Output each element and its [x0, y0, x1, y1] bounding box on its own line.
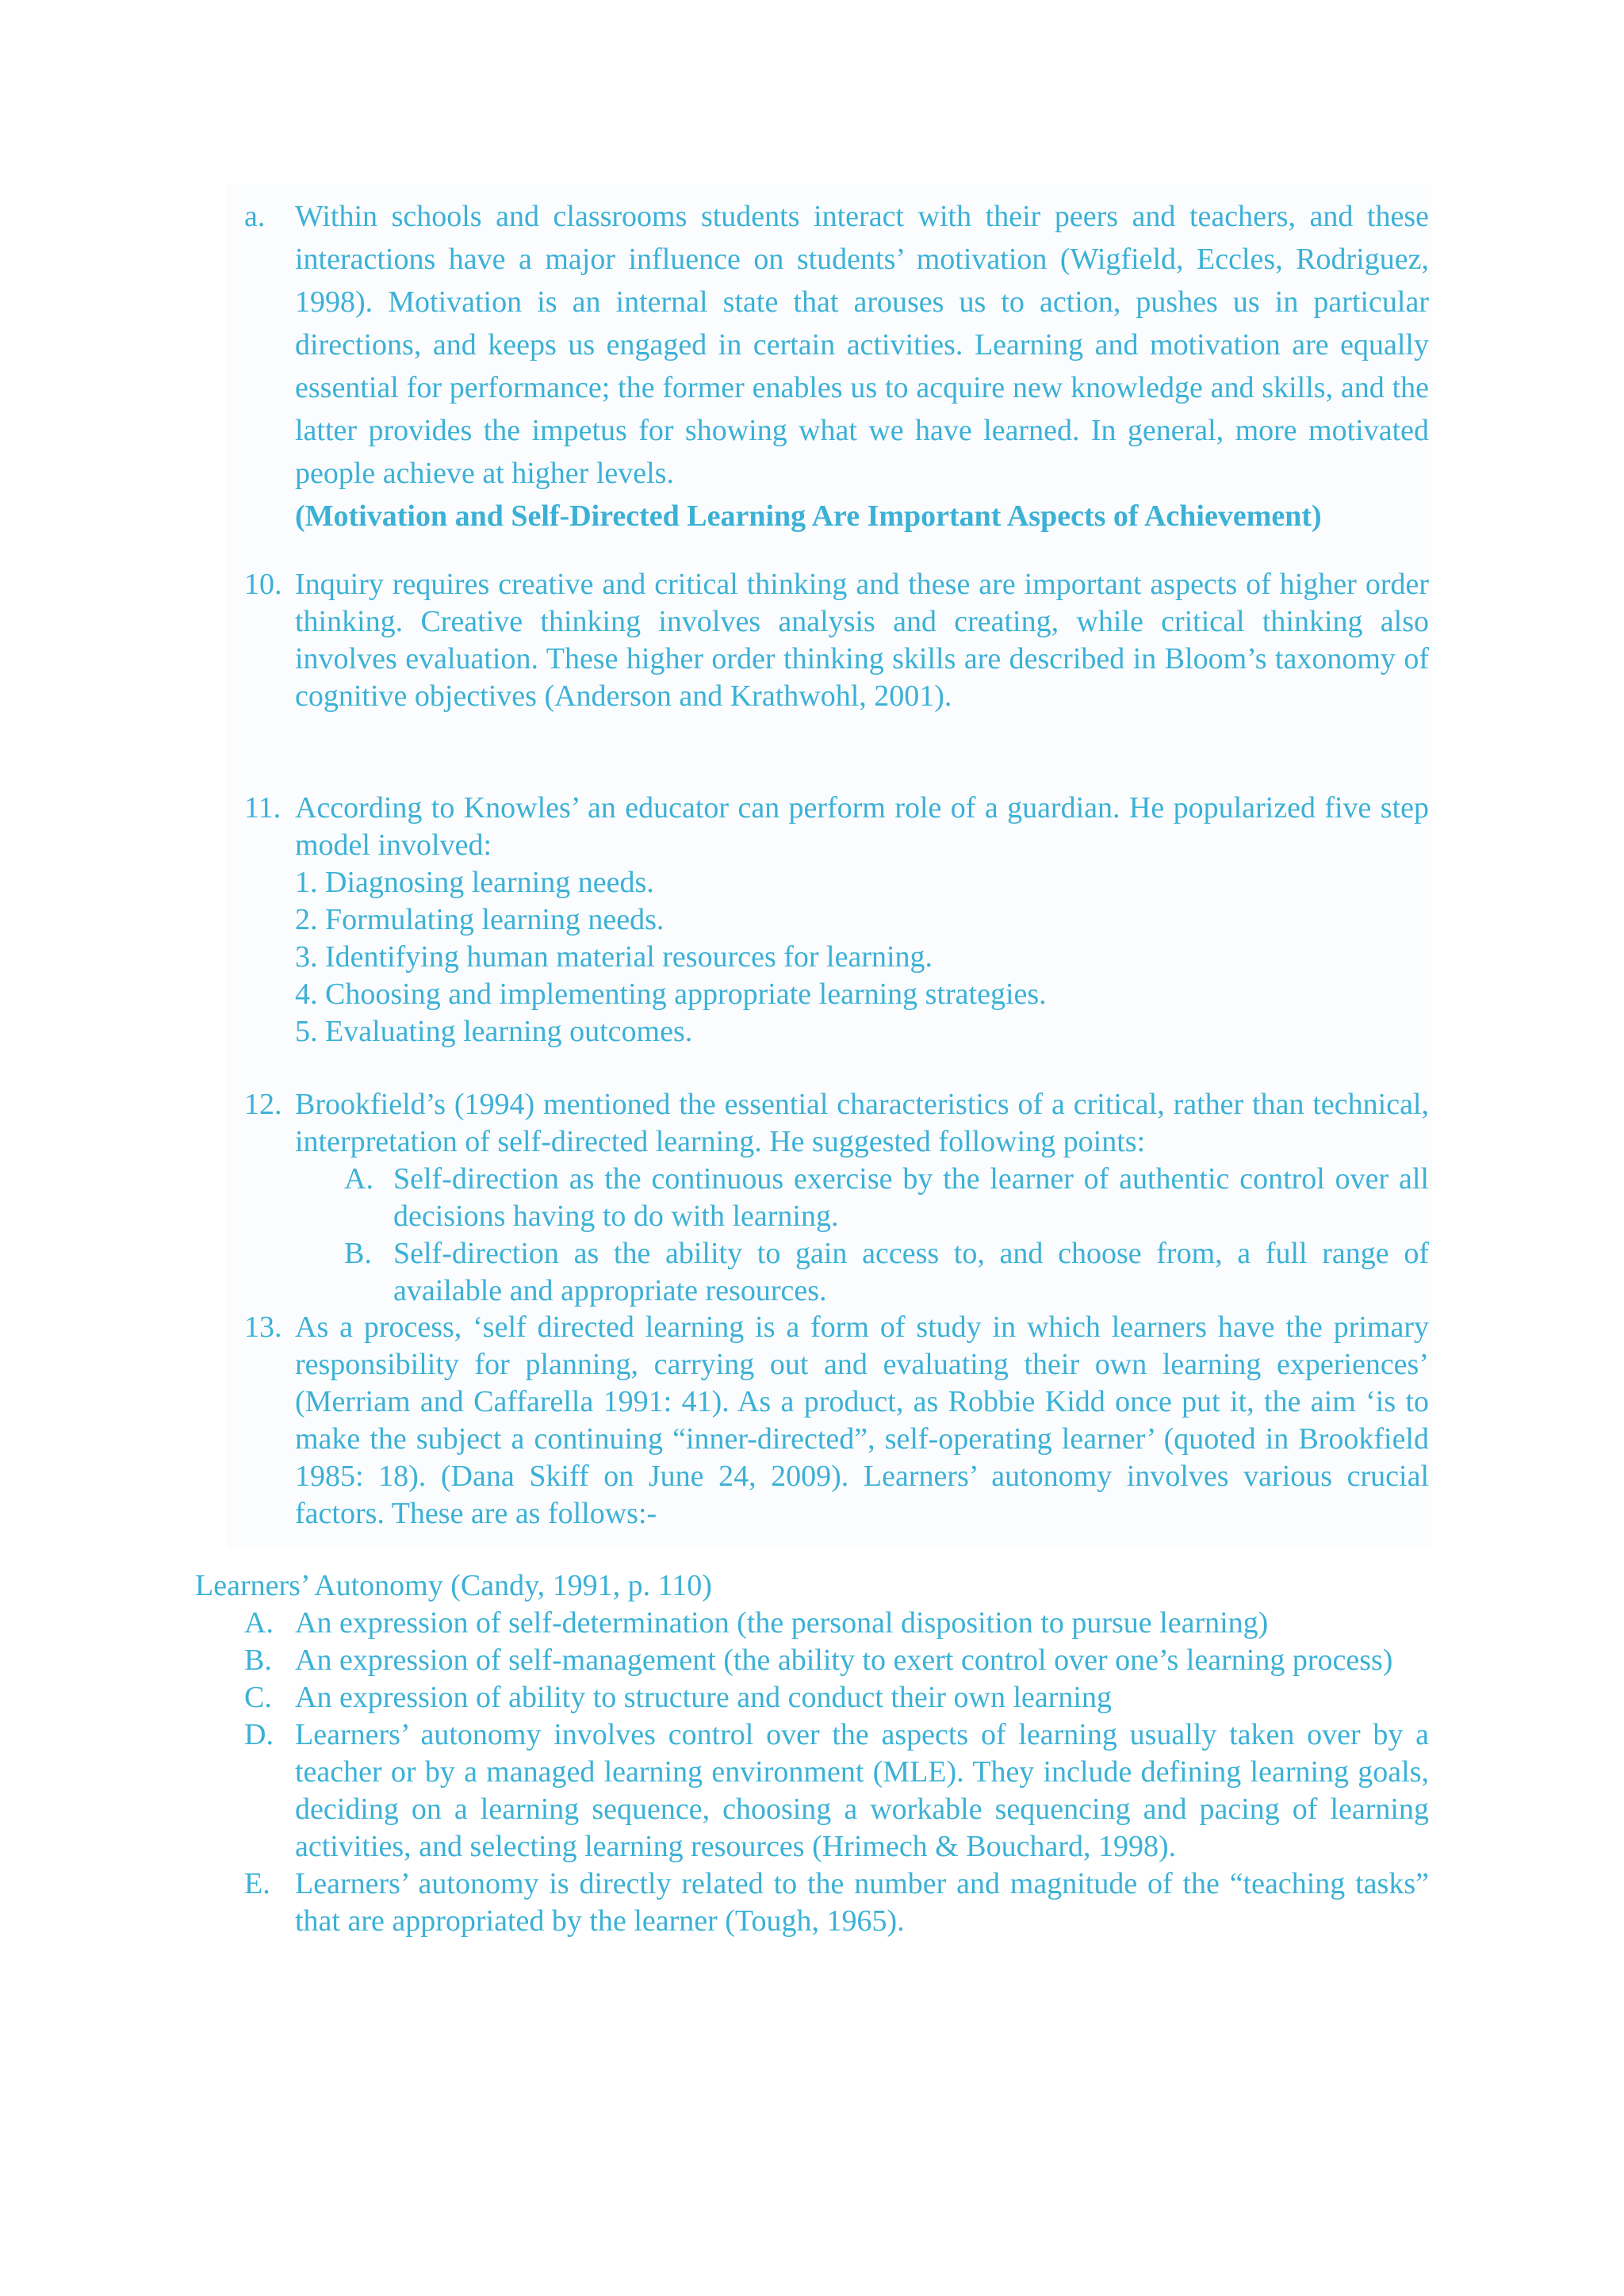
point-letter: A. [344, 1162, 373, 1196]
autonomy-letter: B. [244, 1644, 272, 1677]
bold-note: (Motivation and Self-Directed Learning Are Important Aspects of Achievement) [295, 499, 1322, 533]
autonomy-text: An expression of self-determination (the personal disposition to pursue learning) [295, 1606, 1269, 1640]
autonomy-item [244, 1642, 1429, 1679]
paragraph-self-directed: As a process, ‘self directed learning is a form of study in which learners have the primary responsibility for planning, carrying out and evaluating their own learning experiences’ (Merriam and Caffarella 1991: 41). As a product, as Robbie Kidd once put it, the aim ‘is to make the subject a continuing “inner-directed”, self-operating learner’ (quoted in Brookfield 1985: 18). (Dana Skiff on June 24, 2009). Learners’ autonomy involves various crucial factors. These are as follows:- [295, 1311, 1429, 1530]
autonomy-item [244, 1679, 1429, 1716]
autonomy-text: Learners’ autonomy is directly related to the number and magnitude of the “teaching tasks” that are appropriated by the learner (Tough, 1965). [295, 1867, 1429, 1938]
list-item-11 [244, 790, 1429, 1050]
list-marker: 10. [244, 568, 282, 601]
step-item: 4. Choosing and implementing appropriate learning strategies. [295, 978, 1047, 1011]
autonomy-letter: E. [244, 1867, 270, 1900]
point-text: Self-direction as the ability to gain access to, and choose from, a full range of available and appropriate resources. [393, 1237, 1429, 1307]
step-item: 1. Diagnosing learning needs. [295, 866, 654, 899]
autonomy-letter: A. [244, 1606, 274, 1640]
autonomy-letter: D. [244, 1718, 274, 1751]
autonomy-text: An expression of ability to structure and conduct their own learning [295, 1681, 1112, 1714]
step-item: 5. Evaluating learning outcomes. [295, 1015, 693, 1048]
autonomy-letter: C. [244, 1681, 272, 1714]
list-marker: 12. [244, 1088, 282, 1121]
list-item-12 [244, 1086, 1429, 1310]
point-letter: B. [344, 1237, 372, 1270]
autonomy-list [244, 1605, 1429, 1940]
list-item-13 [244, 1309, 1429, 1533]
point-item [344, 1235, 1429, 1310]
autonomy-item [244, 1605, 1429, 1642]
autonomy-item [244, 1716, 1429, 1866]
brookfield-points [344, 1161, 1429, 1310]
list-marker: 13. [244, 1311, 282, 1344]
step-item: 3. Identifying human material resources for learning. [295, 940, 933, 974]
paragraph-knowles: According to Knowles’ an educator can perform role of a guardian. He popularized five step model involved: [295, 791, 1429, 862]
autonomy-text: An expression of self-management (the ability to exert control over one’s learning process) [295, 1644, 1393, 1677]
list-item-a [244, 195, 1429, 538]
point-text: Self-direction as the continuous exercise by the learner of authentic control over all decisions having to do with learning. [393, 1162, 1429, 1233]
list-marker: 11. [244, 791, 282, 825]
paragraph-brookfield: Brookfield’s (1994) mentioned the essential characteristics of a critical, rather than technical, interpretation of self-directed learning. He suggested following points: [295, 1088, 1429, 1158]
step-item: 2. Formulating learning needs. [295, 903, 665, 936]
autonomy-item [244, 1866, 1429, 1940]
paragraph-inquiry: Inquiry requires creative and critical thinking and these are important aspects of higher order thinking. Creative thinking involves analysis and creating, while critical thinking also involves evaluation. These higher order thinking skills are described in Bloom’s taxonomy of cognitive objectives (Anderson and Krathwohl, 2001). [295, 568, 1429, 713]
list-item-10 [244, 566, 1429, 715]
autonomy-text: Learners’ autonomy involves control over the aspects of learning usually taken over by a teacher or by a managed learning environment (MLE). They include defining learning goals, deciding on a learning sequence, choosing a workable sequencing and pacing of learning activities, and selecting learning resources (Hrimech & Bouchard, 1998). [295, 1718, 1429, 1863]
paragraph-motivation: Within schools and classrooms students interact with their peers and teachers, and these interactions have a major influence on students’ motivation (Wigfield, Eccles, Rodriguez, 1998). Motivation is an internal state that arouses us to action, pushes us in particular directions, and keeps us engaged in certain activities. Learning and motivation are equally essential for performance; the former enables us to acquire new knowledge and skills, and the latter provides the impetus for showing what we have learned. In general, more motivated people achieve at higher levels. [295, 200, 1429, 490]
list-marker: a. [244, 200, 266, 233]
point-item [344, 1161, 1429, 1235]
autonomy-heading: Learners’ Autonomy (Candy, 1991, p. 110) [195, 1569, 712, 1602]
